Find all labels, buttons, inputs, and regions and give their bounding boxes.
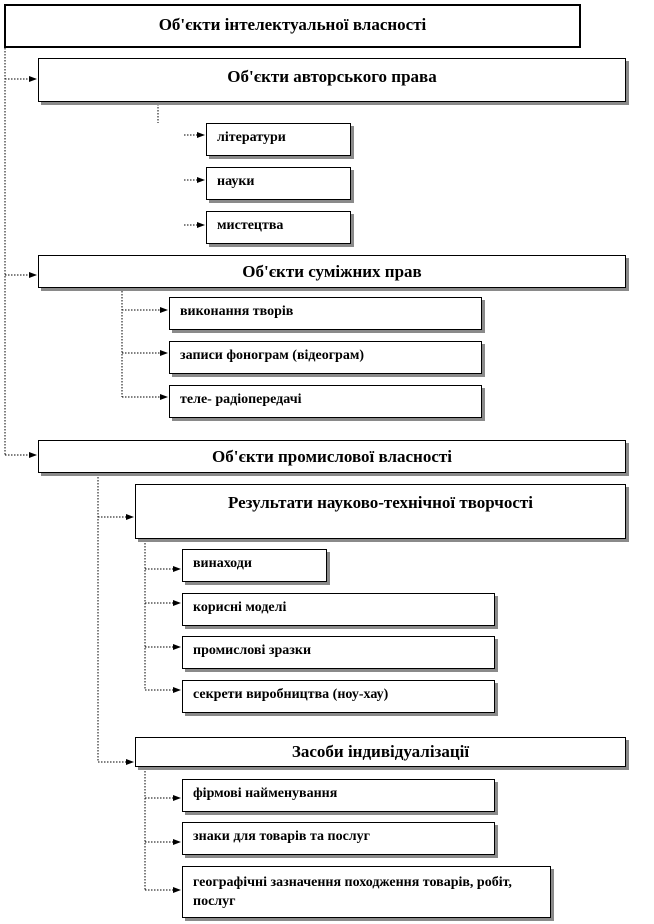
item-label: фірмові найменування — [193, 786, 338, 801]
copyright-item-art — [206, 211, 351, 244]
copyright-item-science — [206, 167, 351, 200]
item-label: виконання творів — [180, 304, 294, 319]
industrial-label: Об'єкти промислової власності — [212, 447, 452, 466]
scitech-item-know-how — [182, 680, 495, 713]
industrial-node — [38, 440, 626, 473]
item-label: винаходи — [193, 556, 252, 571]
related-item-phonograms — [169, 341, 482, 374]
individ-item-trade-names — [182, 779, 495, 812]
item-label: науки — [217, 174, 255, 189]
related-label: Об'єкти суміжних прав — [242, 262, 422, 281]
individ-item-geo-indications — [182, 866, 551, 918]
individ-item-trademarks — [182, 822, 495, 855]
root-node — [4, 4, 581, 48]
scitech-item-inventions — [182, 549, 327, 582]
individ-label: Засоби індивідуалізації — [291, 742, 470, 761]
item-label: мистецтва — [217, 218, 284, 233]
item-label: літератури — [217, 130, 286, 145]
item-label: географічні зазначення походження товарів, робіт, послуг — [193, 875, 512, 909]
related-item-broadcasts — [169, 385, 482, 418]
scitech-node — [135, 484, 626, 539]
item-label: промислові зразки — [193, 643, 312, 658]
item-label: теле- радіопередачі — [180, 392, 302, 407]
individ-node — [135, 737, 626, 767]
related-node — [38, 255, 626, 288]
scitech-item-designs — [182, 636, 495, 669]
item-label: корисні моделі — [193, 600, 287, 615]
related-item-performances — [169, 297, 482, 330]
scitech-label: Результати науково-технічної творчості — [227, 493, 534, 512]
copyright-label: Об'єкти авторського права — [227, 67, 437, 86]
item-label: знаки для товарів та послуг — [193, 829, 371, 844]
copyright-item-literature — [206, 123, 351, 156]
scitech-item-utility-models — [182, 593, 495, 626]
copyright-node — [38, 58, 626, 102]
root-label: Об'єкти інтелектуальної власності — [158, 15, 427, 34]
item-label: секрети виробництва (ноу-хау) — [193, 687, 389, 702]
item-label: записи фонограм (відеограм) — [180, 348, 365, 363]
